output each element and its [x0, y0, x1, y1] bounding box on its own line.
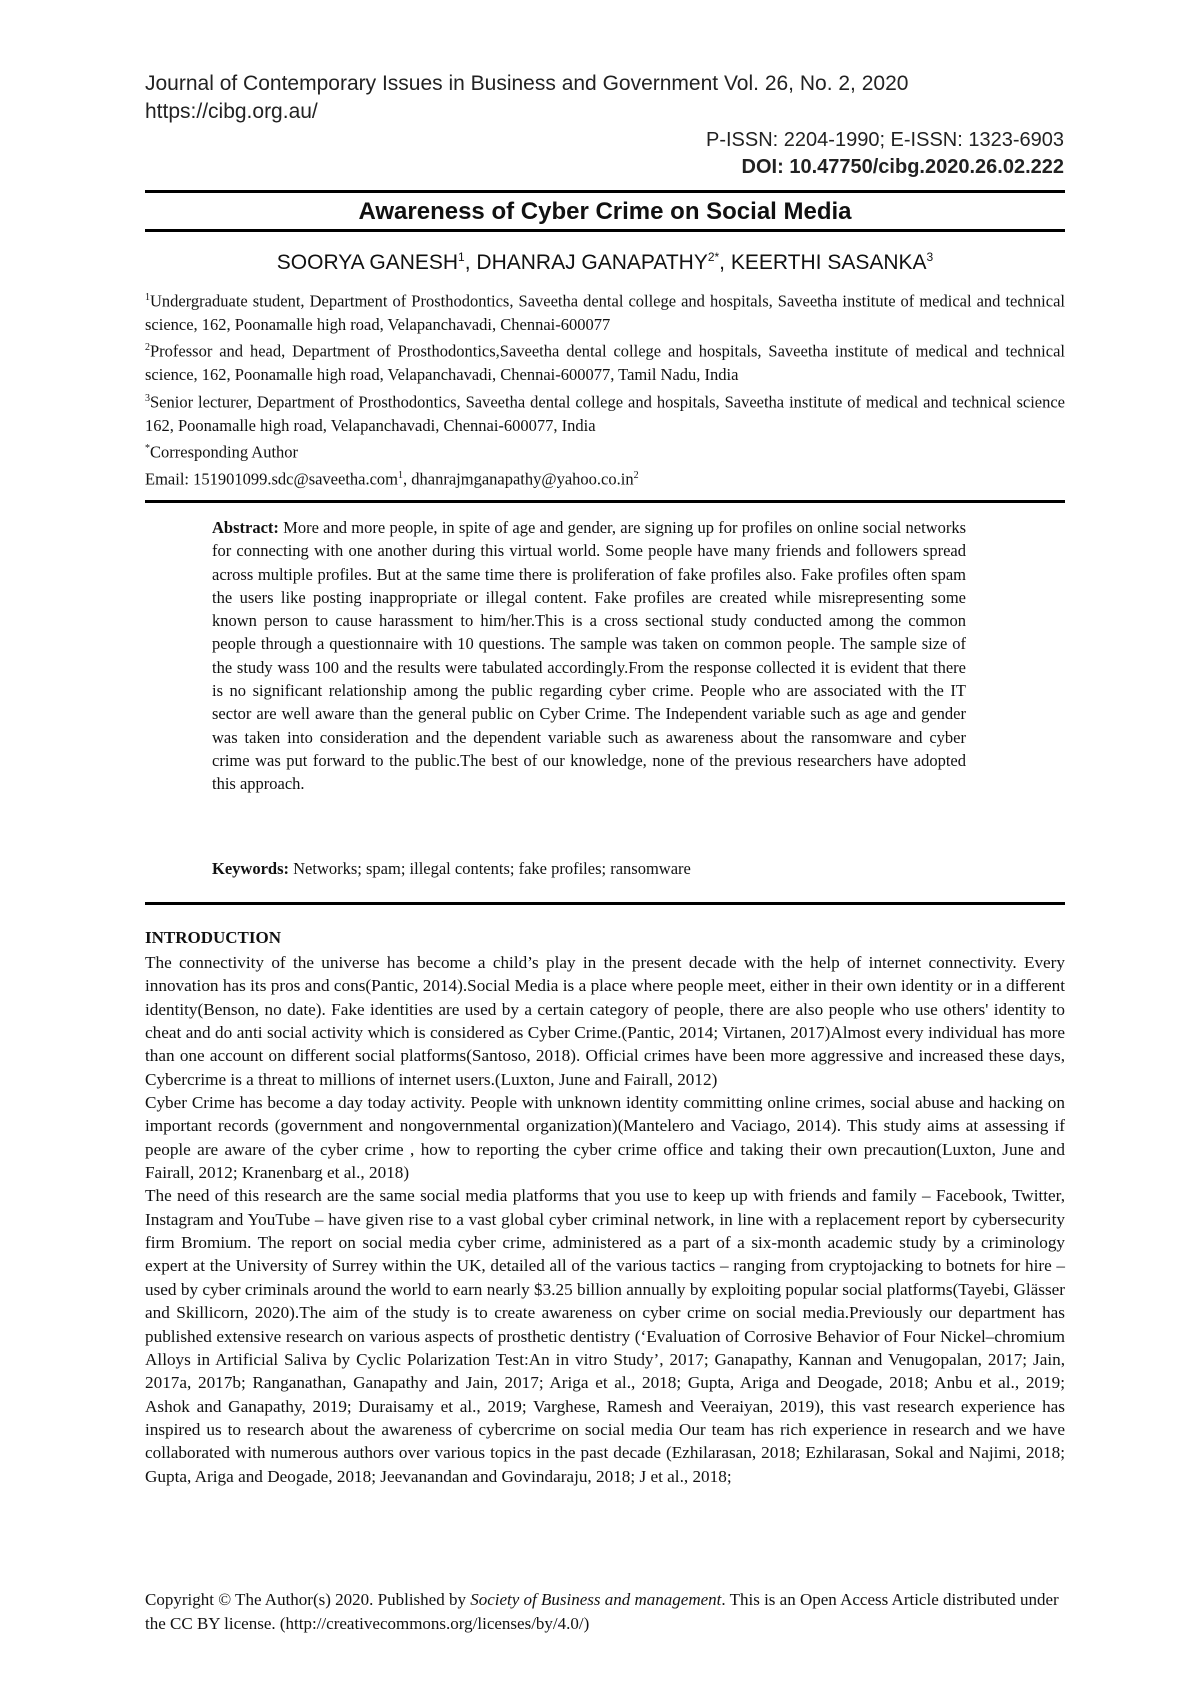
section-heading-introduction: INTRODUCTION: [145, 928, 282, 947]
email-label: Email:: [145, 469, 194, 489]
author-separator: ,: [719, 251, 731, 274]
email-link-2[interactable]: dhanrajmganapathy@yahoo.co.in: [411, 469, 634, 489]
issn-line: P-ISSN: 2204-1990; E-ISSN: 1323-6903: [706, 129, 1064, 151]
introduction-paragraph-1: The connectivity of the universe has become a child’s play in the present decade with the help of internet connectivity. Every innovation has its pros and cons(Pantic, 2014).Social Media is a place where people meet, either in their own identity or in a different identity(Benson, no date). Fake identities are used by a certain category of people, there are also people who use others' identity to cheat and do anti social activity which is considered as Cyber Crime.(Pantic, 2014; Virtanen, 2017)Almost every individual has more than one account on different social platforms(Santoso, 2018). Official crimes have been more aggressive and increased these days, Cybercrime is a threat to millions of internet users.(Luxton, June and Fairall, 2012): [145, 953, 1065, 1089]
author-1-sup: 1: [458, 250, 465, 264]
keywords-label: Keywords:: [212, 859, 289, 878]
title-top-rule: [145, 190, 1065, 193]
introduction-body: [145, 951, 1065, 1488]
email-separator: ,: [403, 469, 412, 489]
author-1: SOORYA GANESH: [276, 251, 459, 274]
journal-header: [145, 70, 1065, 126]
footer-publisher: Society of Business and management: [470, 1590, 722, 1609]
author-3: KEERTHI SASANKA: [730, 251, 927, 274]
corresponding-text: Corresponding Author: [150, 442, 299, 462]
author-3-sup: 3: [926, 250, 934, 264]
affiliation-1: [145, 286, 1065, 336]
keywords: [212, 857, 966, 880]
corresponding-sup: *: [145, 442, 150, 454]
affiliation-2-sup: 2: [145, 342, 150, 354]
email-line: [145, 464, 1065, 491]
affiliation-1-sup: 1: [145, 292, 150, 303]
footer-text-1: Copyright © The Author(s) 2020. Published by: [145, 1590, 471, 1609]
introduction-paragraph-3: The need of this research are the same social media platforms that you use to keep up with friends and family – Facebook, Twitter, Instagram and YouTube – have given rise to a vast global cyber criminal network, in line with a replacement report by cybersecurity firm Bromium. The report on social media cyber crime, administered as a part of a six-month academic study by a criminology expert at the University of Surrey within the UK, detailed all of the various tactics – ranging from cryptojacking to botnets for hire – used by cyber criminals around the world to earn nearly $3.25 billion annually by exploiting popular social platforms(Tayebi, Glässer and Skillicorn, 2020).The aim of the study is to create awareness on cyber crime on social media.Previously our department has published extensive research on various aspects of prosthetic dentistry (‘Evaluation of Corrosive Behavior of Four Nickel–chromium Alloys in Artificial Saliva by Cyclic Polarization Test:An in vitro Study’, 2017; Ganapathy, Kannan and Venugopalan, 2017; Jain, 2017a, 2017b; Ranganathan, Ganapathy and Jain, 2017; Ariga et al., 2018; Gupta, Ariga and Deogade, 2018; Anbu et al., 2019; Ashok and Ganapathy, 2019; Duraisamy et al., 2019; Varghese, Ramesh and Veeraiyan, 2019), this vast research experience has inspired us to research about the awareness of cybercrime on social media Our team has rich experience in research and we have collaborated with numerous authors over various topics in the past decade (Ezhilarasan, 2018; Ezhilarasan, Sokal and Najimi, 2018; Gupta, Ariga and Deogade, 2018; Jeevanandan and Govindaraju, 2018; J et al., 2018;: [145, 1186, 1065, 1486]
affiliation-3: [145, 387, 1065, 437]
affiliations: [145, 286, 1065, 491]
email-link-1[interactable]: 151901099.sdc@saveetha.com: [193, 469, 399, 489]
author-2-sup: 2*: [707, 250, 720, 264]
author-separator: ,: [464, 251, 477, 274]
affiliation-1-text: Undergraduate student, Department of Prosthodontics, Saveetha dental college and hospitals, Saveetha institute of medical and technical science, 162, Poonamalle high road, Velapanchavadi, Chennai-600077: [145, 291, 1065, 334]
keywords-text: Networks; spam; illegal contents; fake profiles; ransomware: [289, 859, 691, 878]
copyright-footer: [145, 1588, 1065, 1636]
title-bottom-rule: [145, 229, 1065, 232]
affiliation-3-text: Senior lecturer, Department of Prosthodontics, Saveetha dental college and hospitals, Saveetha institute of medical and technical science 162, Poonamalle high road, Velapanchavadi, Chennai-600077, India: [145, 392, 1065, 435]
introduction-paragraph-2: Cyber Crime has become a day today activity. People with unknown identity committing online crimes, social abuse and hacking on important records (government and nongovernmental organization)(Mantelero and Vaciago, 2014). This study aims at assessing if people are aware of the cyber crime , how to reporting the cyber crime office and taking their own precaution(Luxton, June and Fairall, 2012; Kranenbarg et al., 2018): [145, 1093, 1065, 1183]
abstract: [212, 516, 966, 796]
author-2: DHANRAJ GANAPATHY: [476, 251, 708, 274]
issn-block: [706, 127, 1064, 181]
paper-title: Awareness of Cyber Crime on Social Media: [358, 198, 852, 225]
affiliation-2: [145, 336, 1065, 386]
journal-name: Journal of Contemporary Issues in Business and Government Vol. 26, No. 2, 2020: [145, 72, 909, 95]
email-1-sup: 1: [398, 469, 404, 481]
affiliation-2-text: Professor and head, Department of Prosthodontics,Saveetha dental college and hospitals, Saveetha institute of medical and technical science, 162, Poonamalle high road, Velapanchavadi, Chennai-600077, Tamil Nadu, India: [145, 341, 1065, 385]
journal-url[interactable]: https://cibg.org.au/: [145, 100, 318, 123]
footer-text-2: . This is an Open Access Article distributed under the CC BY license. (http://creativecommons.org/licenses/by/4.0/): [145, 1590, 1059, 1633]
abstract-bottom-rule: [145, 902, 1065, 905]
author-list: [145, 250, 1065, 275]
affiliation-3-sup: 3: [145, 392, 150, 404]
corresponding-author: [145, 437, 1065, 464]
abstract-text: More and more people, in spite of age and gender, are signing up for profiles on online social networks for connecting with one another during this virtual world. Some people have many friends and followers spread across multiple profiles. But at the same time there is proliferation of fake profiles also. Fake profiles often spam the users like posting inappropriate or illegal content. Fake profiles are created while misrepresenting some known person to cause harassment to him/her.This is a cross sectional study conducted among the common people through a questionnaire with 10 questions. The sample was taken on common people. The sample size of the study wass 100 and the results were tabulated accordingly.From the response collected it is evident that there is no significant relationship among the public regarding cyber crime. People who are associated with the IT sector are well aware than the general public on Cyber Crime. The Independent variable such as age and gender was taken into consideration and the dependent variable such as awareness about the ransomware and cyber crime was put forward to the public.The best of our knowledge, none of the previous researchers have adopted this approach.: [212, 518, 966, 794]
abstract-top-rule: [145, 500, 1065, 503]
doi-line[interactable]: DOI: 10.47750/cibg.2020.26.02.222: [741, 156, 1064, 178]
abstract-label: Abstract:: [212, 518, 279, 537]
email-2-sup: 2: [633, 469, 639, 481]
